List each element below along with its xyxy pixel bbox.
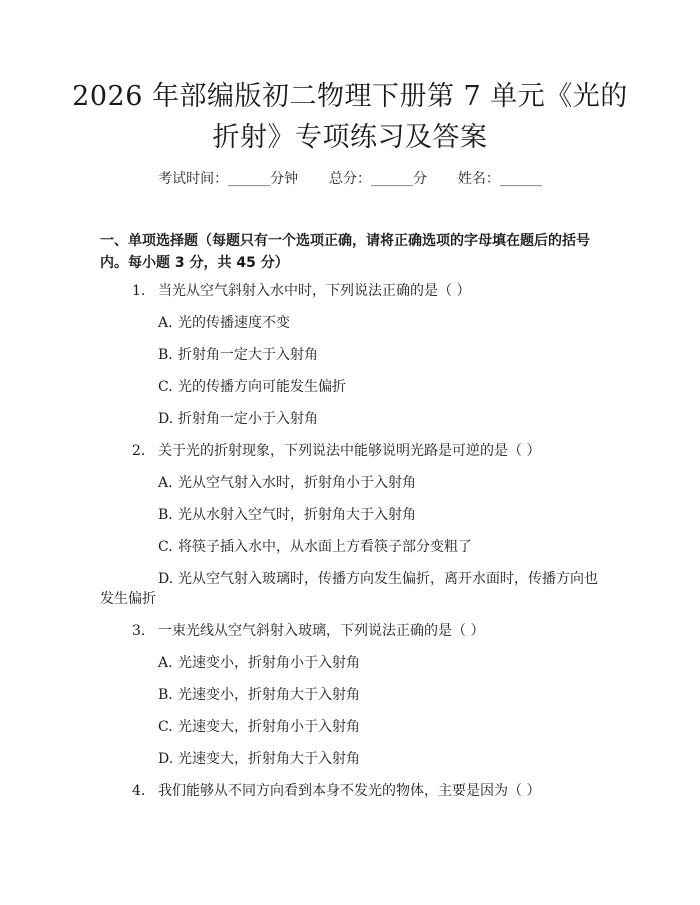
question-3: [132, 621, 484, 641]
option-1b: [158, 345, 318, 365]
score-unit: 分: [413, 171, 427, 187]
option-3b: [158, 685, 360, 705]
option-letter: C.: [158, 719, 173, 735]
option-letter: D.: [158, 571, 174, 587]
option-text: 折射角一定大于入射角: [178, 347, 318, 363]
page-title-line-2: 折射》专项练习及答案: [212, 122, 488, 153]
time-label: 考试时间：: [158, 171, 229, 187]
score-label: 总分：: [329, 171, 371, 187]
option-letter: D.: [158, 411, 174, 427]
option-3c: [158, 717, 360, 737]
question-number: 4.: [132, 783, 146, 799]
question-number: 3.: [132, 623, 146, 639]
score-blank: ______: [371, 171, 413, 187]
name-label: 姓名：: [457, 171, 500, 187]
option-letter: A.: [158, 655, 173, 671]
name-blank: ______: [499, 171, 542, 187]
time-unit: 分钟: [270, 171, 299, 187]
option-3a: [158, 653, 360, 673]
option-text: 光速变大，折射角小于入射角: [178, 719, 360, 735]
question-2: [132, 441, 540, 461]
option-letter: D.: [158, 751, 174, 767]
option-letter: C.: [158, 539, 173, 555]
option-2c: [158, 537, 472, 557]
question-text: 当光从空气斜射入水中时，下列说法正确的是（ ）: [158, 283, 471, 299]
option-text: 光从水射入空气时，折射角大于入射角: [178, 507, 416, 523]
option-text: 光速变小，折射角大于入射角: [178, 687, 360, 703]
option-text: 光从空气射入玻璃时，传播方向发生偏折，离开水面时，传播方向也: [178, 571, 598, 587]
time-blank: ______: [228, 171, 271, 187]
question-number: 1.: [132, 283, 146, 299]
question-number: 2.: [132, 443, 146, 459]
question-text: 我们能够从不同方向看到本身不发光的物体，主要是因为（ ）: [158, 783, 541, 799]
question-4: [132, 781, 540, 801]
question-1: [132, 281, 470, 301]
option-1d: [158, 409, 318, 429]
option-letter: B.: [158, 687, 173, 703]
option-2d-continuation: 发生偏折: [100, 591, 156, 607]
section-heading-line-2: 内。每小题 3 分，共 45 分）: [100, 255, 289, 271]
option-2b: [158, 505, 416, 525]
option-letter: A.: [158, 315, 173, 331]
option-2a: [158, 473, 416, 493]
option-text: 将筷子插入水中，从水面上方看筷子部分变粗了: [178, 539, 472, 555]
option-1c: [158, 377, 346, 397]
option-text: 光的传播速度不变: [178, 315, 290, 331]
option-2d: [158, 569, 598, 589]
option-3d: [158, 749, 360, 769]
option-letter: B.: [158, 347, 173, 363]
option-letter: A.: [158, 475, 173, 491]
option-1a: [158, 313, 290, 333]
section-heading-line-1: 一、单项选择题（每题只有一个选项正确，请将正确选项的字母填在题后的括号: [100, 233, 590, 249]
option-text: 光速变大，折射角大于入射角: [178, 751, 360, 767]
option-letter: B.: [158, 507, 173, 523]
exam-meta: [0, 168, 700, 188]
question-text: 关于光的折射现象，下列说法中能够说明光路是可逆的是（ ）: [158, 443, 541, 459]
question-text: 一束光线从空气斜射入玻璃，下列说法正确的是（ ）: [158, 623, 485, 639]
page-title-line-1: 2026 年部编版初二物理下册第 7 单元《光的: [72, 81, 628, 112]
option-text: 折射角一定小于入射角: [178, 411, 318, 427]
option-letter: C.: [158, 379, 173, 395]
option-text: 光的传播方向可能发生偏折: [178, 379, 346, 395]
option-text: 光速变小，折射角小于入射角: [178, 655, 360, 671]
option-text: 光从空气射入水时，折射角小于入射角: [178, 475, 416, 491]
